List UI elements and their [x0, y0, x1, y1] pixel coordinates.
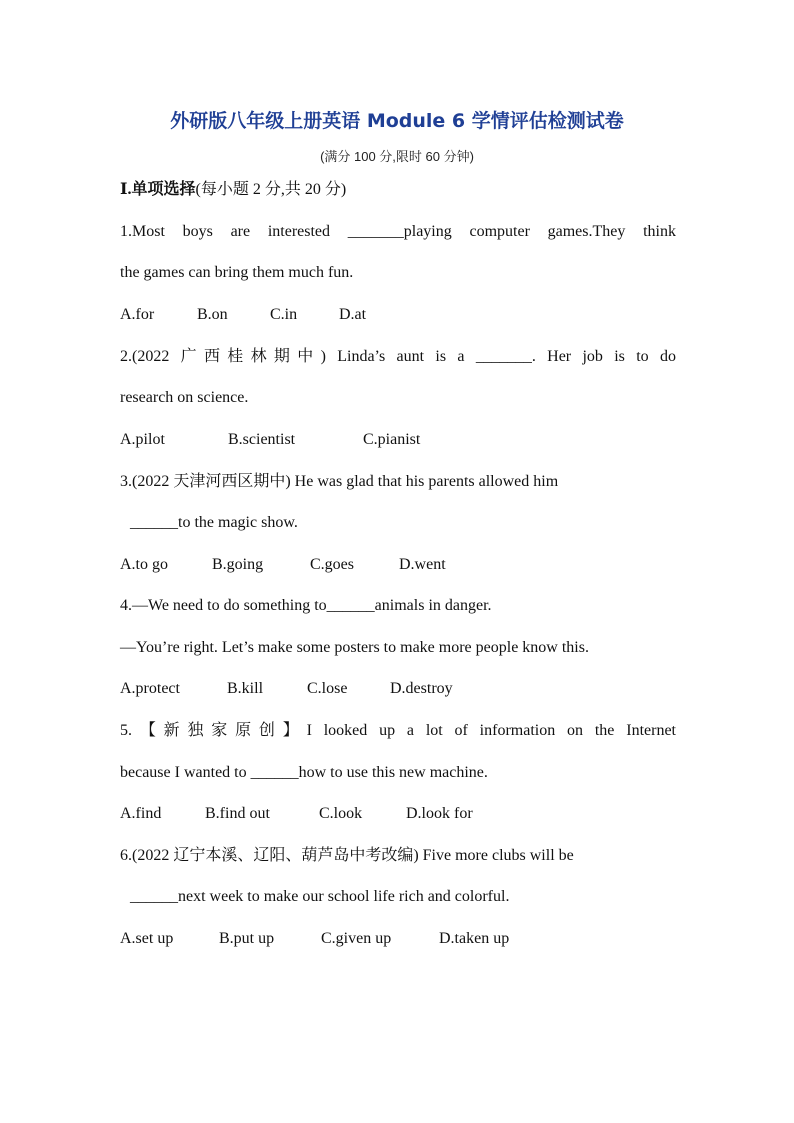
option-a[interactable]: A.protect	[120, 680, 180, 697]
option-c[interactable]: C.given up	[321, 930, 392, 947]
option-d[interactable]: D.look for	[406, 805, 473, 822]
option-c[interactable]: C.goes	[310, 556, 354, 573]
option-d[interactable]: D.taken up	[439, 930, 510, 947]
option-b[interactable]: B.kill	[227, 680, 264, 697]
option-a[interactable]: A.to go	[120, 556, 168, 573]
section-heading	[120, 180, 676, 200]
option-a[interactable]: A.set up	[120, 930, 174, 947]
question-2-line-1: 2.(2022 广西桂林期中) Linda’s aunt is a _______. Her job is to do	[120, 348, 676, 365]
option-b[interactable]: B.find out	[205, 805, 270, 822]
question-1-line-1: 1.Most boys are interested _______playing computer games.They think	[120, 223, 676, 240]
section-label: Ⅰ.单项选择	[120, 181, 196, 198]
option-d[interactable]: D.at	[339, 306, 367, 323]
option-d[interactable]: D.went	[399, 556, 446, 573]
question-3-line-2: ______to the magic show.	[130, 514, 298, 531]
option-a[interactable]: A.find	[120, 805, 162, 822]
option-a[interactable]: A.pilot	[120, 431, 165, 448]
question-3-line-1: 3.(2022 天津河西区期中) He was glad that his parents allowed him	[120, 473, 559, 490]
question-5-line-1: 5.【新独家原创】I looked up a lot of information on the Internet	[120, 722, 676, 739]
page-title: 外研版八年级上册英语 Module 6 学情评估检测试卷	[170, 110, 624, 132]
section-note: (每小题 2 分,共 20 分)	[195, 181, 347, 198]
page-subtitle: (满分 100 分,限时 60 分钟)	[320, 149, 474, 164]
question-6-line-1: 6.(2022 辽宁本溪、辽阳、葫芦岛中考改编) Five more clubs will be	[120, 847, 574, 864]
option-c[interactable]: C.pianist	[363, 431, 421, 448]
option-b[interactable]: B.put up	[219, 930, 275, 947]
option-c[interactable]: C.look	[319, 805, 363, 822]
question-4-line-1: 4.—We need to do something to______animals in danger.	[120, 597, 492, 614]
option-b[interactable]: B.going	[212, 556, 264, 573]
option-c[interactable]: C.lose	[307, 680, 348, 697]
question-4-line-2: —You’re right. Let’s make some posters to make more people know this.	[120, 639, 589, 656]
option-a[interactable]: A.for	[120, 306, 155, 323]
question-1-line-2: the games can bring them much fun.	[120, 264, 354, 281]
question-5-line-2: because I wanted to ______how to use this new machine.	[120, 764, 488, 781]
option-d[interactable]: D.destroy	[390, 680, 453, 697]
option-b[interactable]: B.scientist	[228, 431, 296, 448]
option-b[interactable]: B.on	[197, 306, 228, 323]
question-2-line-2: research on science.	[120, 389, 249, 406]
question-6-line-2: ______next week to make our school life rich and colorful.	[130, 888, 510, 905]
option-c[interactable]: C.in	[270, 306, 298, 323]
